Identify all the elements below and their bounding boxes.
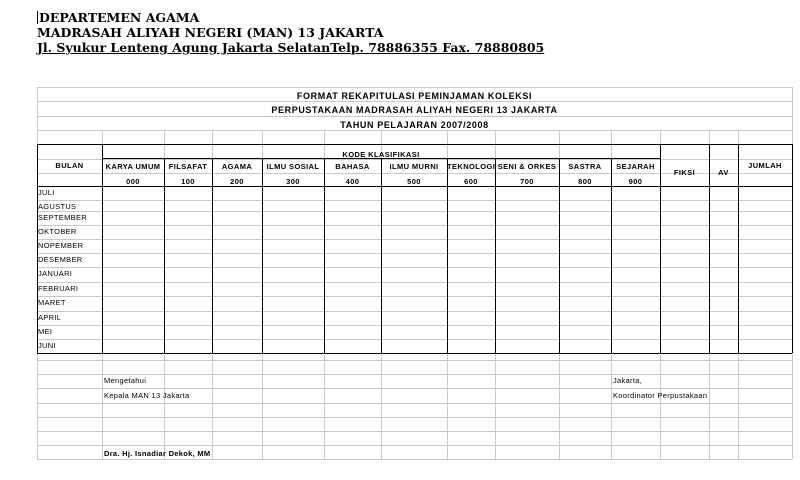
table-border-top — [37, 144, 792, 145]
category-name: AGAMA — [221, 162, 253, 171]
month-label: JUNI — [38, 341, 56, 350]
category-name: ILMU MURNI — [389, 162, 439, 171]
grid-row-line — [37, 296, 792, 297]
grid-row-line — [37, 101, 792, 102]
category-code: 600 — [464, 177, 478, 186]
jumlah-header: JUMLAH — [748, 161, 782, 170]
footer-mengetahui: Mengetahui — [104, 376, 147, 385]
recap-sheet — [37, 87, 792, 459]
grid-row-line — [37, 267, 792, 268]
footer-jakarta: Jakarta, — [613, 376, 643, 385]
table-col-border — [792, 144, 793, 353]
category-code: 200 — [230, 177, 244, 186]
category-code: 300 — [286, 177, 300, 186]
table-border-bottom — [37, 353, 792, 354]
month-label: DESEMBER — [38, 255, 83, 264]
grid-row-line — [37, 445, 792, 446]
letterhead-line-1: DEPARTEMEN AGAMA — [39, 10, 200, 25]
table-col-border — [559, 158, 560, 353]
title-library: PERPUSTAKAAN MADRASAH ALIYAH NEGERI 13 JAKARTA — [271, 105, 558, 115]
month-label: NOPEMBER — [38, 241, 84, 250]
month-label: MARET — [38, 298, 66, 307]
fiksi-header: FIKSI — [673, 168, 696, 177]
footer-koordinator: Koordinator Perpustakaan — [613, 391, 708, 400]
table-col-border — [262, 158, 263, 353]
footer-signatory-name: Dra. Hj. Isnadiar Dekok, MM — [104, 449, 211, 458]
table-col-border — [324, 158, 325, 353]
grid-row-line — [37, 374, 792, 375]
category-name: TEKNOLOGI — [447, 162, 496, 171]
bulan-header: BULAN — [55, 161, 84, 170]
grid-row-line — [37, 417, 792, 418]
grid-row-line — [37, 339, 792, 340]
grid-col-line — [792, 87, 793, 130]
grid-row-line — [37, 403, 792, 404]
table-col-border — [381, 158, 382, 353]
grid-row-line — [37, 200, 792, 201]
month-label: FEBRUARI — [38, 284, 79, 293]
grid-row-line — [37, 325, 792, 326]
table-col-border — [447, 158, 448, 353]
letterhead-address: Jl. Syukur Lenteng Agung Jakarta SelatanTelp. 78886355 Fax. 78880805 — [37, 40, 545, 55]
category-code: 500 — [407, 177, 421, 186]
category-code: 000 — [126, 177, 140, 186]
month-label: JANUARI — [38, 269, 73, 278]
category-code: 900 — [628, 177, 643, 186]
category-code: 700 — [520, 177, 534, 186]
table-col-border — [611, 158, 612, 353]
grid-row-line — [37, 116, 792, 117]
category-name: ILMU SOSIAL — [266, 162, 320, 171]
grid-row-line — [37, 253, 792, 254]
title-year: TAHUN PELAJARAN 2007/2008 — [340, 120, 489, 130]
grid-row-line — [37, 87, 792, 88]
category-name: SENI & ORKES — [497, 162, 557, 171]
category-name: SEJARAH — [616, 162, 655, 171]
month-label: APRIL — [38, 313, 62, 322]
month-label: SEPTEMBER — [38, 213, 87, 222]
month-label: MEI — [38, 327, 53, 336]
grid-row-line — [37, 282, 792, 283]
grid-row-line — [37, 211, 792, 212]
table-col-border — [102, 144, 103, 353]
letterhead-line-2: MADRASAH ALIYAH NEGERI (MAN) 13 JAKARTA — [37, 25, 384, 40]
category-name: FILSAFAT — [168, 162, 208, 171]
grid-row-line — [37, 239, 792, 240]
text-cursor — [37, 11, 38, 24]
table-col-border — [212, 158, 213, 353]
month-label: OKTOBER — [38, 227, 77, 236]
table-col-border — [495, 158, 496, 353]
table-col-border — [164, 158, 165, 353]
category-name: BAHASA — [335, 162, 370, 171]
av-header: AV — [718, 168, 729, 177]
footer-kepala: Kepala MAN 13 Jakarta — [104, 391, 190, 400]
category-code: 400 — [345, 177, 360, 186]
grid-row-line — [37, 311, 792, 312]
category-code: 100 — [181, 177, 195, 186]
kode-klasifikasi-header: KODE KLASIFIKASI — [342, 150, 420, 159]
table-col-border — [738, 144, 739, 353]
category-name: SASTRA — [568, 162, 602, 171]
month-label: JULI — [38, 188, 55, 197]
category-name: KARYA UMUM — [105, 162, 161, 171]
grid-row-line — [37, 388, 792, 389]
grid-row-line — [37, 431, 792, 432]
category-code: 800 — [578, 177, 592, 186]
grid-row-line — [37, 225, 792, 226]
grid-row-line — [37, 130, 792, 131]
grid-row-line — [37, 360, 792, 361]
title-format: FORMAT REKAPITULASI PEMINJAMAN KOLEKSI — [296, 91, 533, 101]
grid-row-line — [37, 459, 792, 460]
month-label: AGUSTUS — [38, 202, 77, 211]
